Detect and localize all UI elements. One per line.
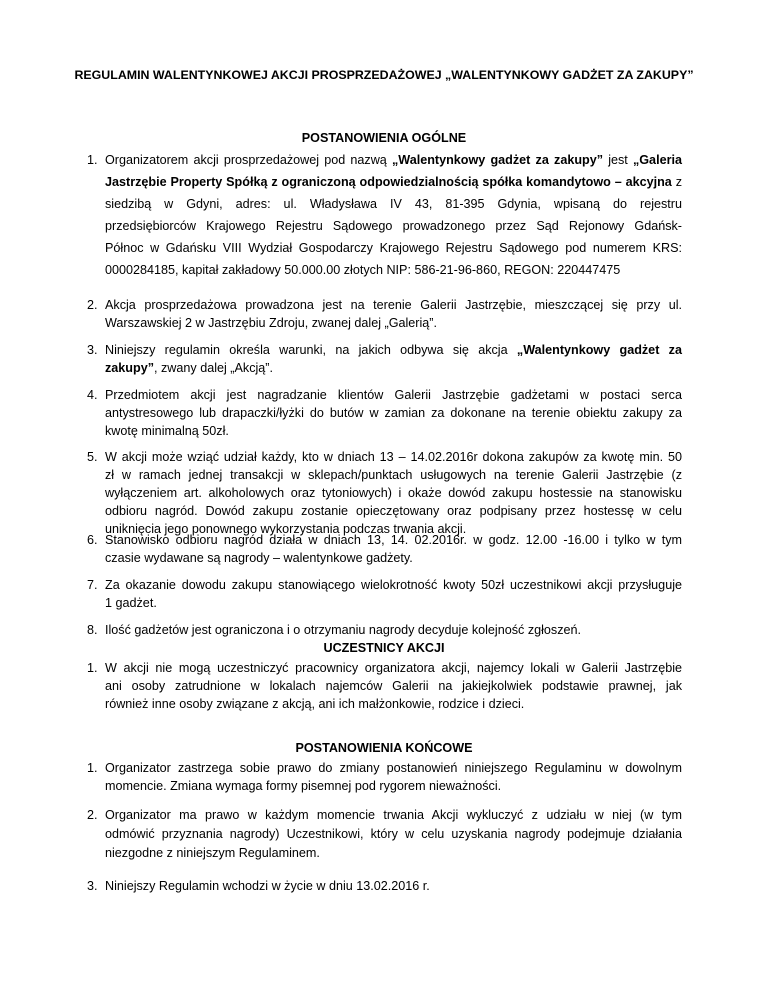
text-segment: Niniejszy Regulamin wchodzi w życie w dniu 13.02.2016 r. (105, 879, 430, 893)
text-line (105, 759, 682, 777)
paragraph-number: 5. (87, 450, 98, 464)
text-segment: przedsiębiorców Krajowego Rejestru Sądowego prowadzonego przez Sąd Rejonowy Gdańsk- (105, 219, 682, 233)
bold-text: „Walentynkowy gadżet za zakupy” (392, 153, 604, 167)
paragraph-number: 6. (87, 533, 98, 547)
text-segment: Niniejszy regulamin określa warunki, na jakich odbywa się akcja (105, 343, 517, 357)
paragraph-number: 7. (87, 578, 98, 592)
text-segment: odbioru nagród. Dowód zakupu zostanie opieczętowany oraz podpisany przez hostessę w celu (105, 504, 682, 518)
text-line (105, 237, 682, 259)
paragraph-number: 4. (87, 388, 98, 402)
text-line (105, 877, 682, 895)
paragraph-number: 3. (87, 879, 98, 893)
text-segment: również inne osoby związane z akcją, ani ich małżonkowie, rodzice i dzieci. (105, 697, 525, 711)
paragraph (87, 576, 682, 612)
text-line (105, 359, 682, 377)
paragraph-text (105, 877, 682, 895)
text-segment: Organizator zastrzega sobie prawo do zmiany postanowień niniejszego Regulaminu w dowolnym (105, 761, 682, 775)
bold-text: Jastrzębie Property Spółką z ograniczoną odpowiedzialnością spółka komandytowo – akcyjna (105, 175, 672, 189)
text-line (105, 531, 682, 549)
text-line (105, 484, 682, 502)
bold-text: zakupy” (105, 361, 154, 375)
paragraph-text (105, 806, 682, 863)
text-segment: siedzibą w Gdyni, adres: ul. Władysława IV 43, 81-395 Gdynia, wpisaną do rejestru (105, 197, 682, 211)
text-segment: Organizator ma prawo w każdym momencie trwania Akcji wykluczyć z udziału w niej (w tym (105, 808, 682, 822)
text-line (105, 659, 682, 677)
paragraph-text (105, 659, 682, 713)
bold-text: „Walentynkowy gadżet za (516, 343, 682, 357)
text-line (105, 193, 682, 215)
paragraph (87, 531, 682, 567)
text-line (105, 171, 682, 193)
text-line (105, 386, 682, 404)
paragraph-text (105, 386, 682, 440)
text-segment: Stanowisko odbioru nagród działa w dniach 13, 14. 02.2016r. w godz. 12.00 -16.00 i tylko w tym (105, 533, 682, 547)
text-line (105, 549, 682, 567)
paragraph-text (105, 531, 682, 567)
text-line (105, 448, 682, 466)
paragraph-number: 1. (87, 153, 98, 167)
paragraph (87, 659, 682, 713)
section-heading-final: POSTANOWIENIA KOŃCOWE (295, 741, 473, 755)
text-segment: wyłączeniem art. alkoholowych oraz tytoniowych) i okaże dowód zakupu hostessie na stanowisku (105, 486, 682, 500)
paragraph-number: 8. (87, 623, 98, 637)
text-line (105, 594, 682, 612)
text-segment: zł w ramach jednej transakcji w sklepach/punktach usługowych na terenie Galerii Jastrzębie (z (105, 468, 682, 482)
text-line (105, 677, 682, 695)
text-line (105, 695, 682, 713)
paragraph-number: 1. (87, 761, 98, 775)
text-segment: Północ w Gdańsku VIII Wydział Gospodarczy Krajowego Rejestru Sądowego pod numerem KRS: (105, 241, 682, 255)
text-line (105, 259, 682, 281)
text-line (105, 825, 682, 844)
text-segment: jest (603, 153, 633, 167)
paragraph (87, 149, 682, 281)
text-line (105, 314, 682, 332)
text-segment: antystresowego lub drapaczki/łyżki do butów w zamian za dokonane na terenie obiektu zakupy za (105, 406, 682, 420)
paragraph (87, 296, 682, 332)
paragraph (87, 448, 682, 538)
text-segment: W akcji nie mogą uczestniczyć pracownicy organizatora akcji, najemcy lokali w Galerii Jastrzębie (105, 661, 682, 675)
text-segment: Za okazanie dowodu zakupu stanowiącego wielokrotność kwoty 50zł uczestnikowi akcji przysługuje (105, 578, 682, 592)
bold-text: „Galeria (632, 153, 682, 167)
paragraph-number: 2. (87, 298, 98, 312)
paragraph (87, 341, 682, 377)
paragraph-number: 3. (87, 343, 98, 357)
text-segment: kwotę minimalną 50zł. (105, 424, 229, 438)
paragraph-text (105, 576, 682, 612)
paragraph (87, 759, 682, 795)
text-segment: czasie wydawane są nagrody – walentynkowe gadżety. (105, 551, 413, 565)
text-line (105, 466, 682, 484)
paragraph-text (105, 296, 682, 332)
text-segment: odmówić przyznania nagrody) Uczestnikowi, który w celu uzyskania nagrody podejmuje działania (105, 827, 682, 841)
text-line (105, 777, 682, 795)
text-segment: Warszawskiej 2 w Jastrzębiu Zdroju, zwanej dalej „Galerią”. (105, 316, 437, 330)
section-heading-general: POSTANOWIENIA OGÓLNE (301, 131, 467, 145)
text-line (105, 844, 682, 863)
text-segment: 1 gadżet. (105, 596, 157, 610)
paragraph (87, 806, 682, 863)
text-segment: 0000284185, kapitał zakładowy 50.000.00 złotych NIP: 586-21-96-860, REGON: 220447475 (105, 263, 621, 277)
text-line (105, 576, 682, 594)
text-segment: niezgodne z niniejszym Regulaminem. (105, 846, 320, 860)
text-line (105, 341, 682, 359)
document-title: REGULAMIN WALENTYNKOWEJ AKCJI PROSPRZEDAŻOWEJ „WALENTYNKOWY GADŻET ZA ZAKUPY” (74, 68, 694, 82)
paragraph-text (105, 759, 682, 795)
text-line (105, 621, 682, 639)
paragraph-text (105, 448, 682, 538)
text-segment: Ilość gadżetów jest ograniczona i o otrzymaniu nagrody decyduje kolejność zgłoszeń. (105, 623, 582, 637)
paragraph-text (105, 621, 682, 639)
text-segment: Organizatorem akcji prosprzedażowej pod nazwą (105, 153, 392, 167)
text-segment: momencie. Zmiana wymaga formy pisemnej pod rygorem nieważności. (105, 779, 502, 793)
text-line (105, 404, 682, 422)
text-line (105, 422, 682, 440)
text-segment: , zwany dalej „Akcją”. (154, 361, 273, 375)
text-line (105, 215, 682, 237)
section-heading-participants: UCZESTNICY AKCJI (323, 641, 445, 655)
text-segment: W akcji może wziąć udział każdy, kto w dniach 13 – 14.02.2016r dokona zakupów za kwotę min. 50 (105, 450, 682, 464)
text-segment: Przedmiotem akcji jest nagradzanie klientów Galerii Jastrzębie gadżetami w postaci serca (105, 388, 682, 402)
text-segment: uniknięcia jego ponownego wykorzystania podczas trwania akcji. (105, 522, 467, 536)
text-segment: ani osoby zatrudnione w lokalach najemców Galerii na jakiejkolwiek podstawie prawnej, jak (105, 679, 682, 693)
paragraph (87, 877, 682, 895)
paragraph-number: 2. (87, 808, 98, 822)
paragraph-text (105, 341, 682, 377)
paragraph (87, 621, 682, 639)
text-line (105, 806, 682, 825)
paragraph (87, 386, 682, 440)
text-line (105, 296, 682, 314)
paragraph-text (105, 149, 682, 281)
text-line (105, 149, 682, 171)
text-segment: Akcja prosprzedażowa prowadzona jest na terenie Galerii Jastrzębie, mieszczącej się przy ul. (105, 298, 682, 312)
text-line (105, 502, 682, 520)
paragraph-number: 1. (87, 661, 98, 675)
text-segment: z (671, 175, 682, 189)
